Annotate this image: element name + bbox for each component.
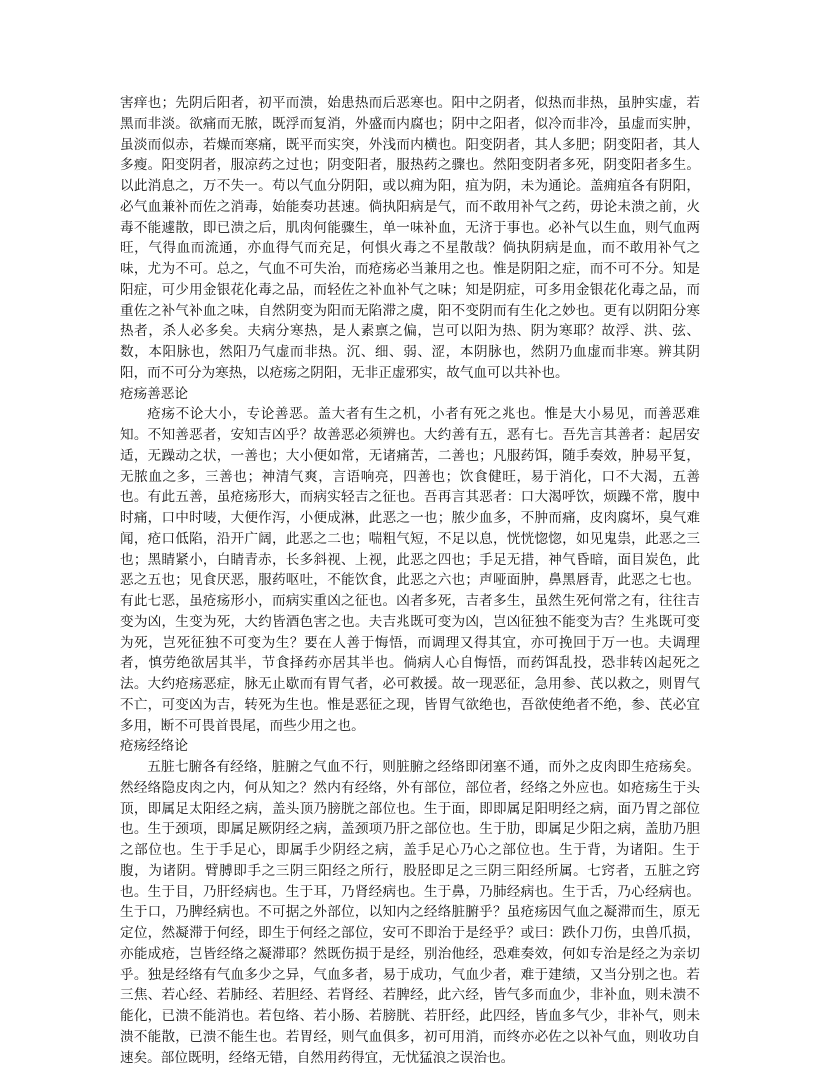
heading-meridians: 疮疡经络论 xyxy=(120,738,188,755)
heading-good-bad: 疮疡善恶论 xyxy=(120,385,188,402)
intro-paragraph: 害痒也；先阴后阳者，初平而溃，始患热而后恶寒也。阳中之阴者，似热而非热，虽肿实虚，若黑而非淡。欲痛而无脓，既浮而复消，外盛而内腐也；阴中之阳者，似冷而非冷，虽虚而实肿，虽淡而似赤，若燥而寒痛，既平而实突，外浅而内横也。阳变阴者，其人多肥；阴变阳者，其人多瘦。阳变阴者，服凉药之过也；阴变阳者，服热药之骤也。然阳变阴者多死，阴变阳者多生。以此消息之，万不失一。苟以气血分阴阳，或以痈为阳，疽为阴，未为通论。盖痈疽各有阴阳，必气血兼补而佐之消毒，始能奏功甚速。倘执阳病是气，而不敢用补气之药，毋论未溃之前，火毒不能遽散，即已溃之后，肌肉何能骤生，单一味补血，无济于事也。必补气以生血，则气血两旺，气得血而流通，亦血得气而充足，何惧火毒之不星散哉？倘执阴病是血，而不敢用补气之味，尤为不可。总之，气血不可失治，而疮疡必当兼用之也。惟是阴阳之症，而不可不分。知是阳症，可少用金银花化毒之品，而轻佐之补血补气之味；知是阴症，可多用金银花化毒之品，而重佐之补气补血之味，自然阴变为阳而无陷滞之虞，阳不变阴而有生化之妙也。更有以阴阳分寒热者，杀人必多矣。夫病分寒热，是人素禀之偏，岂可以阳为热、阴为寒耶？故浮、洪、弦、数，本阳脉也，然阳乃气虚而非热。沉、细、弱、涩，本阴脉也，然阴乃血虚而非寒。辨其阴阳，而不可分为寒热，以疮疡之阴阳，无非正虚邪实，故气血可以共补也。 xyxy=(120,95,700,381)
good-bad-paragraph: 疮疡不论大小，专论善恶。盖大者有生之机，小者有死之兆也。惟是大小易见，而善恶难知。不知善恶者，安知吉凶乎？故善恶必须辨也。大约善有五，恶有七。吾先言其善者：起居安适，无躁动之状，一善也；大小便如常，无诸痛苦，二善也；凡服药饵，随手奏效，肿易平复，无脓血之多，三善也；神清气爽，言语响亮，四善也；饮食健旺，易于消化，口不大渴，五善也。有此五善，虽疮疡形大，而病实轻吉之征也。吾再言其恶者：口大渴呼饮，烦躁不常，腹中时痛，口中时唛，大便作泻，小便成淋，此恶之一也；脓少血多，不肿而痛，皮肉腐坏，臭气难闻，疮口低陷，沿开广阔，此恶之二也；喘粗气短，不足以息，恍恍惚惚，如见鬼祟，此恶之三也；黑睛紧小，白睛青赤，长多斜视、上视，此恶之四也；手足无措，神气昏暗，面目炭色，此恶之五也；见食厌恶，服药呕吐，不能饮食，此恶之六也；声哑面肿，鼻黑唇青，此恶之七也。有此七恶，虽疮疡形小，而病实重凶之征也。凶者多死，吉者多生，虽然生死何常之有，往往吉变为凶，生变为死，大约皆酒色害之也。夫吉兆既可变为凶，岂凶征独不能变为吉？生兆既可变为死，岂死征独不可变为生？要在人善于悔悟，而调理又得其宜，亦可挽回于万一也。夫调理者，慎劳绝欲居其半，节食择药亦居其半也。倘病人心自悔悟，而药饵乱投，恐非转凶起死之法。大约疮疡恶症，脉无止歇而有胃气者，必可救援。故一现恶征，急用参、芪以救之，则胃气不亡，可变凶为吉，转死为生也。惟是恶征之现，皆胃气欲绝也，吾欲使绝者不绝，参、芪必宜多用，断不可畏首畏尾，而些少用之也。 xyxy=(120,406,700,734)
document-page xyxy=(120,93,700,1068)
meridians-paragraph: 五脏七腑各有经络，脏腑之气血不行，则脏腑之经络即闭塞不通，而外之皮肉即生疮疡矣。然经络隐皮肉之内，何从知之？然内有经络，外有部位，部位者，经络之外应也。如疮疡生于头顶，即属足太阳经之病，盖头顶乃膀胱之部位也。生于面，即即属足阳明经之病，面乃胃之部位也。生于颈项，即属足厥阴经之病，盖颈项乃肝之部位也。生于肋，即属足少阳之病，盖肋乃胆之部位也。生于手足心，即属手少阴经之病，盖手足心乃心之部位也。生于背，为诸阳。生于腹，为诸阴。臂膊即手之三阴三阳经之所行，股胫即足之三阴三阳经所属。七窍者，五脏之窍也。生于目，乃肝经病也。生于耳，乃肾经病也。生于鼻，乃肺经病也。生于舌，乃心经病也。生于口，乃脾经病也。不可据之外部位，以知内之经络脏腑乎？虽疮疡因气血之凝滞而生，原无定位，然凝滞于何经，即生于何经之部位，安可不即治于是经乎？或曰：跌仆刀伤，虫兽爪损，亦能成疮，岂皆经络之凝滞耶？然既伤损于是经，别治他经，恐难奏效，何如专治是经之为亲切乎。独是经络有气血多少之异，气血多者，易于成功，气血少者，难于建绩，又当分别之也。若三焦、若心经、若肺经、若胆经、若肾经、若脾经，此六经，皆气多而血少，非补血，则未溃不能化，已溃不能消也。若包络、若小肠、若膀胱、若肝经，此四经，皆血多气少，非补气，则未溃不能散，已溃不能生也。若胃经，则气血俱多，初可用消，而终亦必佐之以补气血，则收功自速矣。部位既明，经络无错，自然用药得宜，无忧猛浪之误治也。 xyxy=(120,759,700,1066)
